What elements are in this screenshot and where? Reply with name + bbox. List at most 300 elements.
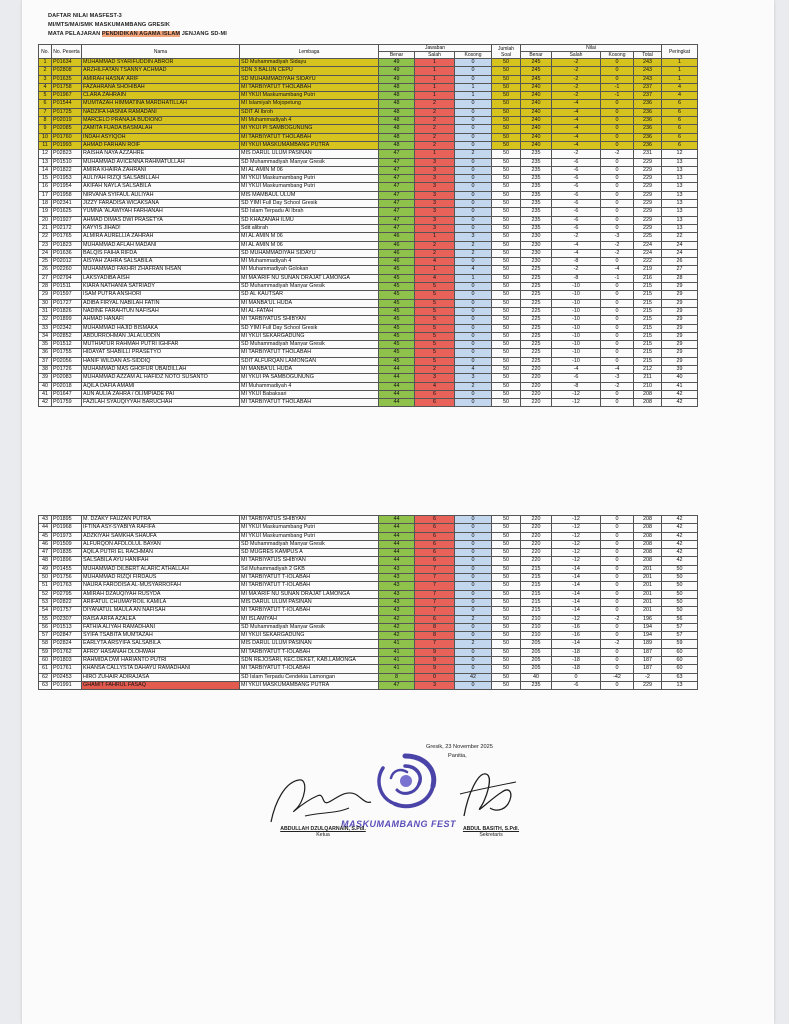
- cell-lembaga: SD KHAZANAH ILMU: [240, 216, 379, 224]
- cell-benar: 44: [379, 374, 415, 382]
- cell-nilai-salah: -10: [552, 324, 601, 332]
- cell-total: 208: [634, 540, 662, 548]
- cell-nilai-benar: 210: [521, 615, 552, 623]
- cell-benar: 46: [379, 258, 415, 266]
- cell-no-peserta: P01826: [52, 307, 82, 315]
- table-row: [39, 67, 698, 75]
- sekretaris-name: ABDUL BASITH, S.PdI.: [462, 826, 520, 832]
- cell-salah: 5: [415, 324, 455, 332]
- cell-jumlah-soal: 50: [492, 324, 521, 332]
- cell-nilai-kosong: 0: [601, 75, 634, 83]
- cell-nilai-salah: -10: [552, 341, 601, 349]
- cell-no-peserta: P01634: [52, 59, 82, 67]
- table-row: [39, 175, 698, 183]
- cell-no: 38: [39, 365, 52, 373]
- cell-nilai-benar: 215: [521, 582, 552, 590]
- cell-salah: 1: [415, 92, 455, 100]
- cell-nilai-kosong: -2: [601, 249, 634, 257]
- cell-no: 23: [39, 241, 52, 249]
- cell-no-peserta: P01895: [52, 516, 82, 524]
- cell-nama: ISAM PUTRA ANSHORI: [82, 291, 240, 299]
- cell-nilai-salah: -12: [552, 516, 601, 524]
- cell-benar: 49: [379, 67, 415, 75]
- cell-kosong: 0: [455, 516, 492, 524]
- cell-lembaga: MI YKUI MASKUMAMBANG PUTRA: [240, 141, 379, 149]
- cell-benar: 47: [379, 150, 415, 158]
- cell-nilai-benar: 220: [521, 374, 552, 382]
- cell-no: 34: [39, 332, 52, 340]
- cell-lembaga: MI Muhammadiyah 4: [240, 382, 379, 390]
- cell-jumlah-soal: 50: [492, 158, 521, 166]
- cell-no-peserta: P01835: [52, 549, 82, 557]
- cell-total: 215: [634, 307, 662, 315]
- cell-salah: 4: [415, 258, 455, 266]
- cell-kosong: 2: [455, 150, 492, 158]
- cell-lembaga: MI MA'ARIF NU SUNAN DRAJAT LAMONGA: [240, 274, 379, 282]
- cell-total: 237: [634, 83, 662, 91]
- cell-jumlah-soal: 50: [492, 216, 521, 224]
- cell-peringkat: 1: [662, 75, 698, 83]
- cell-nilai-salah: -6: [552, 158, 601, 166]
- cell-benar: 43: [379, 574, 415, 582]
- cell-nilai-benar: 225: [521, 332, 552, 340]
- cell-nama: MUHAMMAD SYARIFUDDIN ABROR: [82, 59, 240, 67]
- cell-nilai-salah: -12: [552, 524, 601, 532]
- cell-no: 54: [39, 607, 52, 615]
- cell-no: 39: [39, 374, 52, 382]
- cell-nilai-salah: -6: [552, 216, 601, 224]
- cell-total: 215: [634, 332, 662, 340]
- cell-kosong: 4: [455, 266, 492, 274]
- cell-no-peserta: P02083: [52, 374, 82, 382]
- cell-nilai-benar: 225: [521, 349, 552, 357]
- cell-lembaga: MI TARBIYATUT THOLABAH: [240, 349, 379, 357]
- cell-salah: 9: [415, 657, 455, 665]
- cell-no-peserta: P01953: [52, 175, 82, 183]
- cell-no: 3: [39, 75, 52, 83]
- cell-lembaga: SD YIMI Full Day School Gresik: [240, 324, 379, 332]
- cell-nilai-kosong: 0: [601, 332, 634, 340]
- cell-no: 51: [39, 582, 52, 590]
- cell-nama: AMIRA KHAIRA ZAHRANI: [82, 166, 240, 174]
- cell-benar: 44: [379, 532, 415, 540]
- cell-no: 45: [39, 532, 52, 540]
- cell-nilai-benar: 230: [521, 249, 552, 257]
- cell-no: 62: [39, 673, 52, 681]
- cell-nilai-benar: 215: [521, 607, 552, 615]
- cell-benar: 43: [379, 582, 415, 590]
- cell-nilai-benar: 215: [521, 590, 552, 598]
- cell-jumlah-soal: 50: [492, 249, 521, 257]
- cell-salah: 2: [415, 125, 455, 133]
- cell-peringkat: 22: [662, 233, 698, 241]
- table-row: [39, 524, 698, 532]
- cell-salah: 1: [415, 233, 455, 241]
- cell-total: 229: [634, 175, 662, 183]
- cell-nilai-salah: -10: [552, 357, 601, 365]
- cell-nilai-salah: -18: [552, 657, 601, 665]
- cell-no: 48: [39, 557, 52, 565]
- cell-nilai-salah: -4: [552, 133, 601, 141]
- cell-lembaga: SD Islam Terpadu Cendekia Lamongan: [240, 673, 379, 681]
- cell-lembaga: MI TARBIYATUT T-IOLABAH: [240, 582, 379, 590]
- cell-peringkat: 42: [662, 540, 698, 548]
- cell-nilai-salah: -8: [552, 274, 601, 282]
- cell-jumlah-soal: 50: [492, 382, 521, 390]
- cell-jumlah-soal: 50: [492, 233, 521, 241]
- cell-benar: 46: [379, 233, 415, 241]
- cell-nama: INDAH ASYIQOH: [82, 133, 240, 141]
- cell-nilai-salah: -10: [552, 291, 601, 299]
- cell-no-peserta: P01758: [52, 83, 82, 91]
- col-nama: Nama: [82, 45, 240, 59]
- cell-lembaga: MI TARBIYATUT T-IOLABAH: [240, 574, 379, 582]
- cell-no-peserta: P01647: [52, 390, 82, 398]
- cell-nilai-salah: -12: [552, 549, 601, 557]
- cell-nilai-salah: -6: [552, 681, 601, 689]
- cell-benar: 48: [379, 141, 415, 149]
- cell-no: 59: [39, 648, 52, 656]
- cell-nilai-benar: 220: [521, 390, 552, 398]
- cell-nilai-salah: -18: [552, 665, 601, 673]
- cell-no-peserta: P02307: [52, 615, 82, 623]
- cell-peringkat: 50: [662, 565, 698, 573]
- cell-peringkat: 63: [662, 673, 698, 681]
- cell-no-peserta: P01756: [52, 574, 82, 582]
- cell-jumlah-soal: 50: [492, 92, 521, 100]
- cell-salah: 3: [415, 208, 455, 216]
- cell-no-peserta: P02824: [52, 640, 82, 648]
- cell-nama: MUHAMMAD FAKHRI ZHAFRAN IHSAN: [82, 266, 240, 274]
- cell-jumlah-soal: 50: [492, 648, 521, 656]
- cell-nilai-benar: 230: [521, 241, 552, 249]
- col-peringkat: Peringkat: [662, 45, 698, 59]
- table-row: [39, 365, 698, 373]
- cell-nama: RAISHA NAYA AZZAHRE: [82, 150, 240, 158]
- place-date-text: Gresik, 23 November 2025: [426, 744, 493, 750]
- cell-nilai-benar: 220: [521, 382, 552, 390]
- cell-nama: MUTHIATUR RAHMAH PUTRI IGHFAR: [82, 341, 240, 349]
- cell-kosong: 0: [455, 200, 492, 208]
- cell-total: 243: [634, 67, 662, 75]
- sekretaris-signature: [452, 764, 522, 824]
- cell-jumlah-soal: 50: [492, 673, 521, 681]
- table-row: [39, 150, 698, 158]
- cell-nilai-benar: 220: [521, 532, 552, 540]
- cell-total: 201: [634, 574, 662, 582]
- cell-no-peserta: P01763: [52, 582, 82, 590]
- cell-lembaga: MI AL AMIN M 06: [240, 166, 379, 174]
- cell-nilai-salah: -2: [552, 83, 601, 91]
- cell-benar: 45: [379, 299, 415, 307]
- cell-no: 32: [39, 316, 52, 324]
- cell-total: 194: [634, 632, 662, 640]
- cell-nilai-benar: 235: [521, 216, 552, 224]
- cell-nama: NADZIFA HASNIA RAMADANI: [82, 108, 240, 116]
- cell-nama: AISYAH ZAHRA SALSABILA: [82, 258, 240, 266]
- cell-nilai-kosong: 0: [601, 100, 634, 108]
- maskumambang-fest-logo: [367, 748, 443, 814]
- col-jumlah-soal: Jumlah Soal: [492, 45, 521, 59]
- cell-nilai-salah: -6: [552, 175, 601, 183]
- cell-salah: 9: [415, 665, 455, 673]
- table-row: [39, 249, 698, 257]
- cell-nilai-kosong: -1: [601, 274, 634, 282]
- col-benar: Benar: [379, 52, 415, 59]
- cell-benar: 42: [379, 623, 415, 631]
- cell-nilai-kosong: 0: [601, 598, 634, 606]
- sekretaris-block: [440, 826, 542, 838]
- sekretaris-role: Sekretaris: [479, 832, 503, 838]
- cell-nama: HANIF WILDAN AS-SIDDIQ: [82, 357, 240, 365]
- table-row: [39, 665, 698, 673]
- cell-lembaga: MI TARBIYATUT T-IOLABAH: [240, 665, 379, 673]
- cell-salah: 7: [415, 607, 455, 615]
- cell-total: 236: [634, 133, 662, 141]
- cell-nilai-kosong: 0: [601, 166, 634, 174]
- cell-total: 231: [634, 150, 662, 158]
- cell-no: 12: [39, 150, 52, 158]
- cell-salah: 3: [415, 681, 455, 689]
- table-row: [39, 341, 698, 349]
- table-row: [39, 241, 698, 249]
- cell-benar: 47: [379, 681, 415, 689]
- cell-jumlah-soal: 50: [492, 516, 521, 524]
- cell-lembaga: SDN REJOSARI, KEC.DEKET, KAB.LAMONGA: [240, 657, 379, 665]
- cell-peringkat: 6: [662, 108, 698, 116]
- cell-kosong: 0: [455, 291, 492, 299]
- cell-salah: 7: [415, 598, 455, 606]
- cell-lembaga: MI YKUI SEKARGADUNG: [240, 332, 379, 340]
- cell-salah: 2: [415, 133, 455, 141]
- cell-no-peserta: P02453: [52, 673, 82, 681]
- cell-nama: AFRO' HASANAH DLOHWAH: [82, 648, 240, 656]
- cell-peringkat: 13: [662, 183, 698, 191]
- doc-subject-line: [48, 31, 227, 37]
- cell-no-peserta: P01761: [52, 665, 82, 673]
- cell-nilai-kosong: 0: [601, 200, 634, 208]
- cell-no-peserta: P01991: [52, 681, 82, 689]
- table-row: [39, 673, 698, 681]
- cell-benar: 45: [379, 341, 415, 349]
- cell-kosong: 0: [455, 607, 492, 615]
- cell-nilai-kosong: 0: [601, 341, 634, 349]
- cell-jumlah-soal: 50: [492, 67, 521, 75]
- cell-nilai-salah: -4: [552, 117, 601, 125]
- cell-kosong: 0: [455, 67, 492, 75]
- cell-jumlah-soal: 50: [492, 266, 521, 274]
- cell-nilai-kosong: 0: [601, 582, 634, 590]
- cell-salah: 3: [415, 183, 455, 191]
- cell-nilai-salah: -2: [552, 75, 601, 83]
- cell-nilai-kosong: 0: [601, 324, 634, 332]
- cell-salah: 8: [415, 632, 455, 640]
- cell-no: 8: [39, 117, 52, 125]
- subject-highlight: PENDIDIKAN AGAMA ISLAM: [101, 31, 181, 37]
- cell-total: 243: [634, 75, 662, 83]
- cell-nilai-kosong: 0: [601, 125, 634, 133]
- table-row: [39, 316, 698, 324]
- cell-lembaga: SD Islam Terpadu Al Ibrah: [240, 208, 379, 216]
- cell-no-peserta: P01544: [52, 100, 82, 108]
- cell-kosong: 42: [455, 673, 492, 681]
- cell-peringkat: 29: [662, 283, 698, 291]
- cell-nilai-kosong: 0: [601, 141, 634, 149]
- cell-no-peserta: P01927: [52, 216, 82, 224]
- cell-nilai-benar: 205: [521, 657, 552, 665]
- cell-no-peserta: P01757: [52, 607, 82, 615]
- cell-peringkat: 13: [662, 216, 698, 224]
- cell-nilai-benar: 245: [521, 67, 552, 75]
- cell-total: 225: [634, 233, 662, 241]
- cell-nama: NADINE FARAHTUN NAFISAH: [82, 307, 240, 315]
- cell-peringkat: 24: [662, 249, 698, 257]
- cell-no: 1: [39, 59, 52, 67]
- cell-nama: GHAMIT FAHRUL FASAQ: [82, 681, 240, 689]
- cell-no: 15: [39, 175, 52, 183]
- cell-nilai-benar: 40: [521, 673, 552, 681]
- cell-peringkat: 42: [662, 390, 698, 398]
- cell-nilai-kosong: 0: [601, 108, 634, 116]
- cell-nama: MUHAMMAD AVICENNA RAHMATULLAH: [82, 158, 240, 166]
- cell-nilai-kosong: -3: [601, 233, 634, 241]
- cell-kosong: 0: [455, 216, 492, 224]
- cell-no: 29: [39, 291, 52, 299]
- cell-peringkat: 29: [662, 316, 698, 324]
- cell-nilai-salah: -10: [552, 316, 601, 324]
- cell-nilai-benar: 205: [521, 665, 552, 673]
- cell-peringkat: 57: [662, 632, 698, 640]
- cell-peringkat: 29: [662, 341, 698, 349]
- col-jawaban: Jawaban: [379, 45, 492, 52]
- cell-jumlah-soal: 50: [492, 665, 521, 673]
- cell-salah: 3: [415, 200, 455, 208]
- col-no-peserta: No. Peserta: [52, 45, 82, 59]
- cell-nilai-benar: 225: [521, 274, 552, 282]
- cell-nilai-salah: -2: [552, 150, 601, 158]
- cell-no-peserta: P01512: [52, 341, 82, 349]
- cell-benar: 48: [379, 125, 415, 133]
- cell-nama: AQILA DAFIA AMAMI: [82, 382, 240, 390]
- cell-nilai-kosong: 0: [601, 665, 634, 673]
- cell-benar: 41: [379, 640, 415, 648]
- table-row: [39, 648, 698, 656]
- cell-kosong: 2: [455, 241, 492, 249]
- cell-salah: 2: [415, 365, 455, 373]
- cell-peringkat: 29: [662, 349, 698, 357]
- table-row: [39, 582, 698, 590]
- cell-nama: RAHMIDA DWI HARIANTO PUTRI: [82, 657, 240, 665]
- cell-peringkat: 40: [662, 374, 698, 382]
- cell-nama: NIRVANA SYIFAUL AULIYAH: [82, 191, 240, 199]
- cell-total: 187: [634, 665, 662, 673]
- cell-total: 208: [634, 532, 662, 540]
- ketua-name: ABDULLAH DZULQARNAIN, S.PdI.: [280, 826, 366, 832]
- cell-jumlah-soal: 50: [492, 258, 521, 266]
- cell-no-peserta: P01510: [52, 158, 82, 166]
- cell-no: 10: [39, 133, 52, 141]
- cell-kosong: 0: [455, 117, 492, 125]
- doc-title: DAFTAR NILAI MASFEST-3: [48, 13, 122, 19]
- cell-nama: FAZAHRANA SHOHIBAH: [82, 83, 240, 91]
- cell-benar: 43: [379, 590, 415, 598]
- cell-no-peserta: P02794: [52, 274, 82, 282]
- table-row: [39, 540, 698, 548]
- cell-total: 229: [634, 166, 662, 174]
- cell-kosong: 0: [455, 657, 492, 665]
- cell-jumlah-soal: 50: [492, 598, 521, 606]
- cell-lembaga: MI AL-FATAH: [240, 307, 379, 315]
- cell-jumlah-soal: 50: [492, 59, 521, 67]
- cell-benar: 47: [379, 191, 415, 199]
- cell-salah: 1: [415, 59, 455, 67]
- cell-no-peserta: P01725: [52, 108, 82, 116]
- cell-lembaga: SDIT Al Ibroh: [240, 108, 379, 116]
- cell-benar: 8: [379, 673, 415, 681]
- cell-salah: 3: [415, 374, 455, 382]
- table-row: [39, 681, 698, 689]
- cell-peringkat: 50: [662, 582, 698, 590]
- cell-salah: 5: [415, 316, 455, 324]
- cell-jumlah-soal: 50: [492, 224, 521, 232]
- score-table-part-2: [38, 515, 698, 690]
- cell-no-peserta: P01513: [52, 623, 82, 631]
- cell-peringkat: 42: [662, 399, 698, 407]
- cell-no: 40: [39, 382, 52, 390]
- cell-total: 224: [634, 241, 662, 249]
- cell-nilai-benar: 240: [521, 117, 552, 125]
- cell-peringkat: 6: [662, 100, 698, 108]
- cell-nilai-salah: -10: [552, 307, 601, 315]
- cell-kosong: 2: [455, 249, 492, 257]
- cell-peringkat: 50: [662, 598, 698, 606]
- cell-nilai-kosong: 0: [601, 291, 634, 299]
- cell-no-peserta: P01597: [52, 291, 82, 299]
- cell-benar: 44: [379, 390, 415, 398]
- cell-jumlah-soal: 50: [492, 390, 521, 398]
- cell-total: 201: [634, 590, 662, 598]
- cell-jumlah-soal: 50: [492, 574, 521, 582]
- cell-jumlah-soal: 50: [492, 557, 521, 565]
- cell-salah: 3: [415, 158, 455, 166]
- cell-nilai-salah: -6: [552, 191, 601, 199]
- cell-nama: HIDAYAT SHABILLI PRASETYO: [82, 349, 240, 357]
- cell-total: 212: [634, 365, 662, 373]
- table-row: [39, 141, 698, 149]
- cell-nilai-kosong: 0: [601, 133, 634, 141]
- cell-peringkat: 50: [662, 607, 698, 615]
- cell-kosong: 0: [455, 100, 492, 108]
- col-kosong: Kosong: [455, 52, 492, 59]
- table-row: [39, 549, 698, 557]
- ketua-role: Ketua: [316, 832, 330, 838]
- cell-jumlah-soal: 50: [492, 191, 521, 199]
- cell-no-peserta: P02172: [52, 224, 82, 232]
- cell-peringkat: 13: [662, 224, 698, 232]
- cell-kosong: 0: [455, 283, 492, 291]
- cell-jumlah-soal: 50: [492, 166, 521, 174]
- cell-no: 28: [39, 283, 52, 291]
- cell-nilai-benar: 235: [521, 150, 552, 158]
- cell-no-peserta: P01896: [52, 557, 82, 565]
- cell-nilai-benar: 220: [521, 540, 552, 548]
- cell-benar: 41: [379, 665, 415, 673]
- cell-salah: 5: [415, 332, 455, 340]
- cell-nilai-salah: -4: [552, 108, 601, 116]
- cell-no-peserta: P02018: [52, 382, 82, 390]
- cell-peringkat: 1: [662, 59, 698, 67]
- cell-lembaga: SDN 3 BALUN CEPU: [240, 67, 379, 75]
